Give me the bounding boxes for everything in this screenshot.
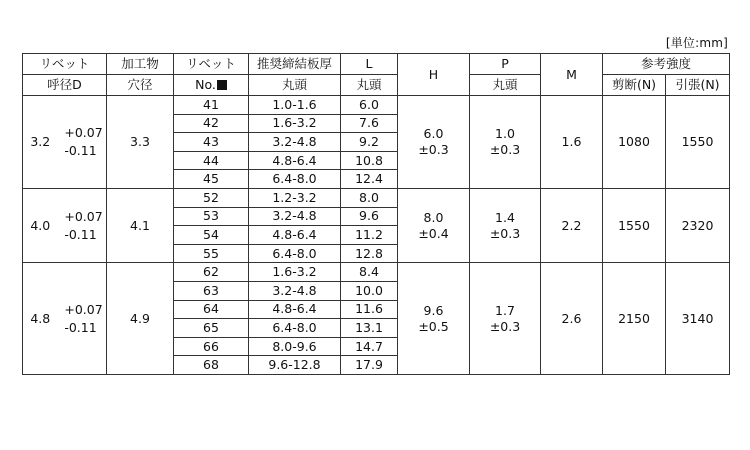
hole-dia-cell: 3.3 <box>107 96 174 189</box>
header-L: L <box>341 54 398 75</box>
unit-note: [単位:mm] <box>665 36 728 50</box>
length-cell: 7.6 <box>341 114 398 133</box>
tensile-cell: 1550 <box>666 96 730 189</box>
grip-range-cell: 4.8-6.4 <box>249 300 341 319</box>
rivet-dia-nominal: 3.2 <box>30 133 51 149</box>
rivet-no-cell: 43 <box>174 133 249 152</box>
header-grip-sub: 丸頭 <box>249 75 341 96</box>
rivet-spec-table <box>22 53 730 375</box>
length-cell: 8.4 <box>341 263 398 282</box>
rivet-dia-cell <box>23 263 107 375</box>
P-value: 1.4 <box>495 209 515 225</box>
header-tensile: 引張(N) <box>666 75 730 96</box>
length-cell: 12.8 <box>341 244 398 263</box>
rivet-no-cell: 41 <box>174 96 249 115</box>
rivet-no-cell: 63 <box>174 281 249 300</box>
length-cell: 17.9 <box>341 356 398 375</box>
rivet-dia-nominal: 4.8 <box>30 310 51 326</box>
P-value: 1.7 <box>495 302 515 318</box>
length-cell: 13.1 <box>341 319 398 338</box>
M-cell: 2.6 <box>541 263 603 375</box>
rivet-no-cell: 64 <box>174 300 249 319</box>
rivet-dia-nominal: 4.0 <box>30 217 51 233</box>
header-L-sub: 丸頭 <box>341 75 398 96</box>
table-row <box>23 263 730 282</box>
tensile-cell: 2320 <box>666 188 730 262</box>
tolerance-minus: -0.11 <box>64 319 97 335</box>
H-tolerance: ±0.4 <box>418 225 449 241</box>
grip-range-cell: 1.6-3.2 <box>249 263 341 282</box>
tolerance-plus: +0.07 <box>64 301 103 317</box>
header-rivet-dia: リベット <box>23 54 107 75</box>
header-strength: 参考強度 <box>603 54 730 75</box>
M-cell: 2.2 <box>541 188 603 262</box>
grip-range-cell: 8.0-9.6 <box>249 337 341 356</box>
hole-dia-cell: 4.9 <box>107 263 174 375</box>
rivet-no-cell: 42 <box>174 114 249 133</box>
header-P-sub: 丸頭 <box>470 75 541 96</box>
header-rivet-dia-sub: 呼径D <box>23 75 107 96</box>
M-cell: 1.6 <box>541 96 603 189</box>
header-rivet-no: リベット <box>174 54 249 75</box>
tolerance-minus: -0.11 <box>64 226 97 242</box>
grip-range-cell: 3.2-4.8 <box>249 207 341 226</box>
grip-range-cell: 6.4-8.0 <box>249 319 341 338</box>
grip-range-cell: 1.2-3.2 <box>249 188 341 207</box>
grip-range-cell: 4.8-6.4 <box>249 226 341 245</box>
grip-range-cell: 1.6-3.2 <box>249 114 341 133</box>
header-row-1 <box>23 54 730 75</box>
P-cell <box>470 96 541 189</box>
header-rivet-no-sub: No. <box>174 75 249 96</box>
tensile-cell: 3140 <box>666 263 730 375</box>
P-cell <box>470 263 541 375</box>
grip-range-cell: 4.8-6.4 <box>249 151 341 170</box>
length-cell: 8.0 <box>341 188 398 207</box>
H-tolerance: ±0.5 <box>418 318 449 334</box>
length-cell: 12.4 <box>341 170 398 189</box>
header-M: M <box>541 54 603 96</box>
grip-range-cell: 6.4-8.0 <box>249 170 341 189</box>
header-hole-dia-sub: 穴径 <box>107 75 174 96</box>
grip-range-cell: 6.4-8.0 <box>249 244 341 263</box>
grip-range-cell: 1.0-1.6 <box>249 96 341 115</box>
P-tolerance: ±0.3 <box>489 141 521 157</box>
length-cell: 9.6 <box>341 207 398 226</box>
rivet-no-cell: 66 <box>174 337 249 356</box>
tolerance-minus: -0.11 <box>64 142 97 158</box>
rivet-no-cell: 53 <box>174 207 249 226</box>
header-grip: 推奨締結板厚 <box>249 54 341 75</box>
H-value: 6.0 <box>423 125 444 141</box>
grip-range-cell: 3.2-4.8 <box>249 281 341 300</box>
length-cell: 11.6 <box>341 300 398 319</box>
rivet-no-cell: 44 <box>174 151 249 170</box>
table-row <box>23 188 730 207</box>
hole-dia-cell: 4.1 <box>107 188 174 262</box>
table-row <box>23 96 730 115</box>
header-P: P <box>470 54 541 75</box>
shear-cell: 1550 <box>603 188 666 262</box>
grip-range-cell: 3.2-4.8 <box>249 133 341 152</box>
rivet-dia-tolerance <box>64 208 102 244</box>
length-cell: 10.8 <box>341 151 398 170</box>
rivet-no-cell: 52 <box>174 188 249 207</box>
tolerance-plus: +0.07 <box>64 208 103 224</box>
length-cell: 9.2 <box>341 133 398 152</box>
rivet-dia-cell <box>23 96 107 189</box>
rivet-dia-tolerance <box>64 301 102 337</box>
P-tolerance: ±0.3 <box>489 225 521 241</box>
P-cell <box>470 188 541 262</box>
H-cell <box>398 263 470 375</box>
rivet-no-cell: 54 <box>174 226 249 245</box>
P-tolerance: ±0.3 <box>489 318 521 334</box>
H-value: 8.0 <box>423 209 444 225</box>
header-H: H <box>398 54 470 96</box>
shear-cell: 1080 <box>603 96 666 189</box>
shear-cell: 2150 <box>603 263 666 375</box>
length-cell: 6.0 <box>341 96 398 115</box>
P-value: 1.0 <box>495 125 515 141</box>
H-cell <box>398 188 470 262</box>
rivet-no-cell: 68 <box>174 356 249 375</box>
length-cell: 14.7 <box>341 337 398 356</box>
H-cell <box>398 96 470 189</box>
header-shear: 剪断(N) <box>603 75 666 96</box>
length-cell: 11.2 <box>341 226 398 245</box>
rivet-no-cell: 55 <box>174 244 249 263</box>
header-row-2 <box>23 75 730 96</box>
rivet-no-cell: 45 <box>174 170 249 189</box>
square-mark-icon <box>217 80 227 90</box>
header-hole-dia: 加工物 <box>107 54 174 75</box>
grip-range-cell: 9.6-12.8 <box>249 356 341 375</box>
rivet-dia-cell <box>23 188 107 262</box>
H-tolerance: ±0.3 <box>418 141 449 157</box>
rivet-no-cell: 62 <box>174 263 249 282</box>
H-value: 9.6 <box>423 302 444 318</box>
rivet-no-cell: 65 <box>174 319 249 338</box>
length-cell: 10.0 <box>341 281 398 300</box>
rivet-dia-tolerance <box>64 124 102 160</box>
tolerance-plus: +0.07 <box>64 124 103 140</box>
